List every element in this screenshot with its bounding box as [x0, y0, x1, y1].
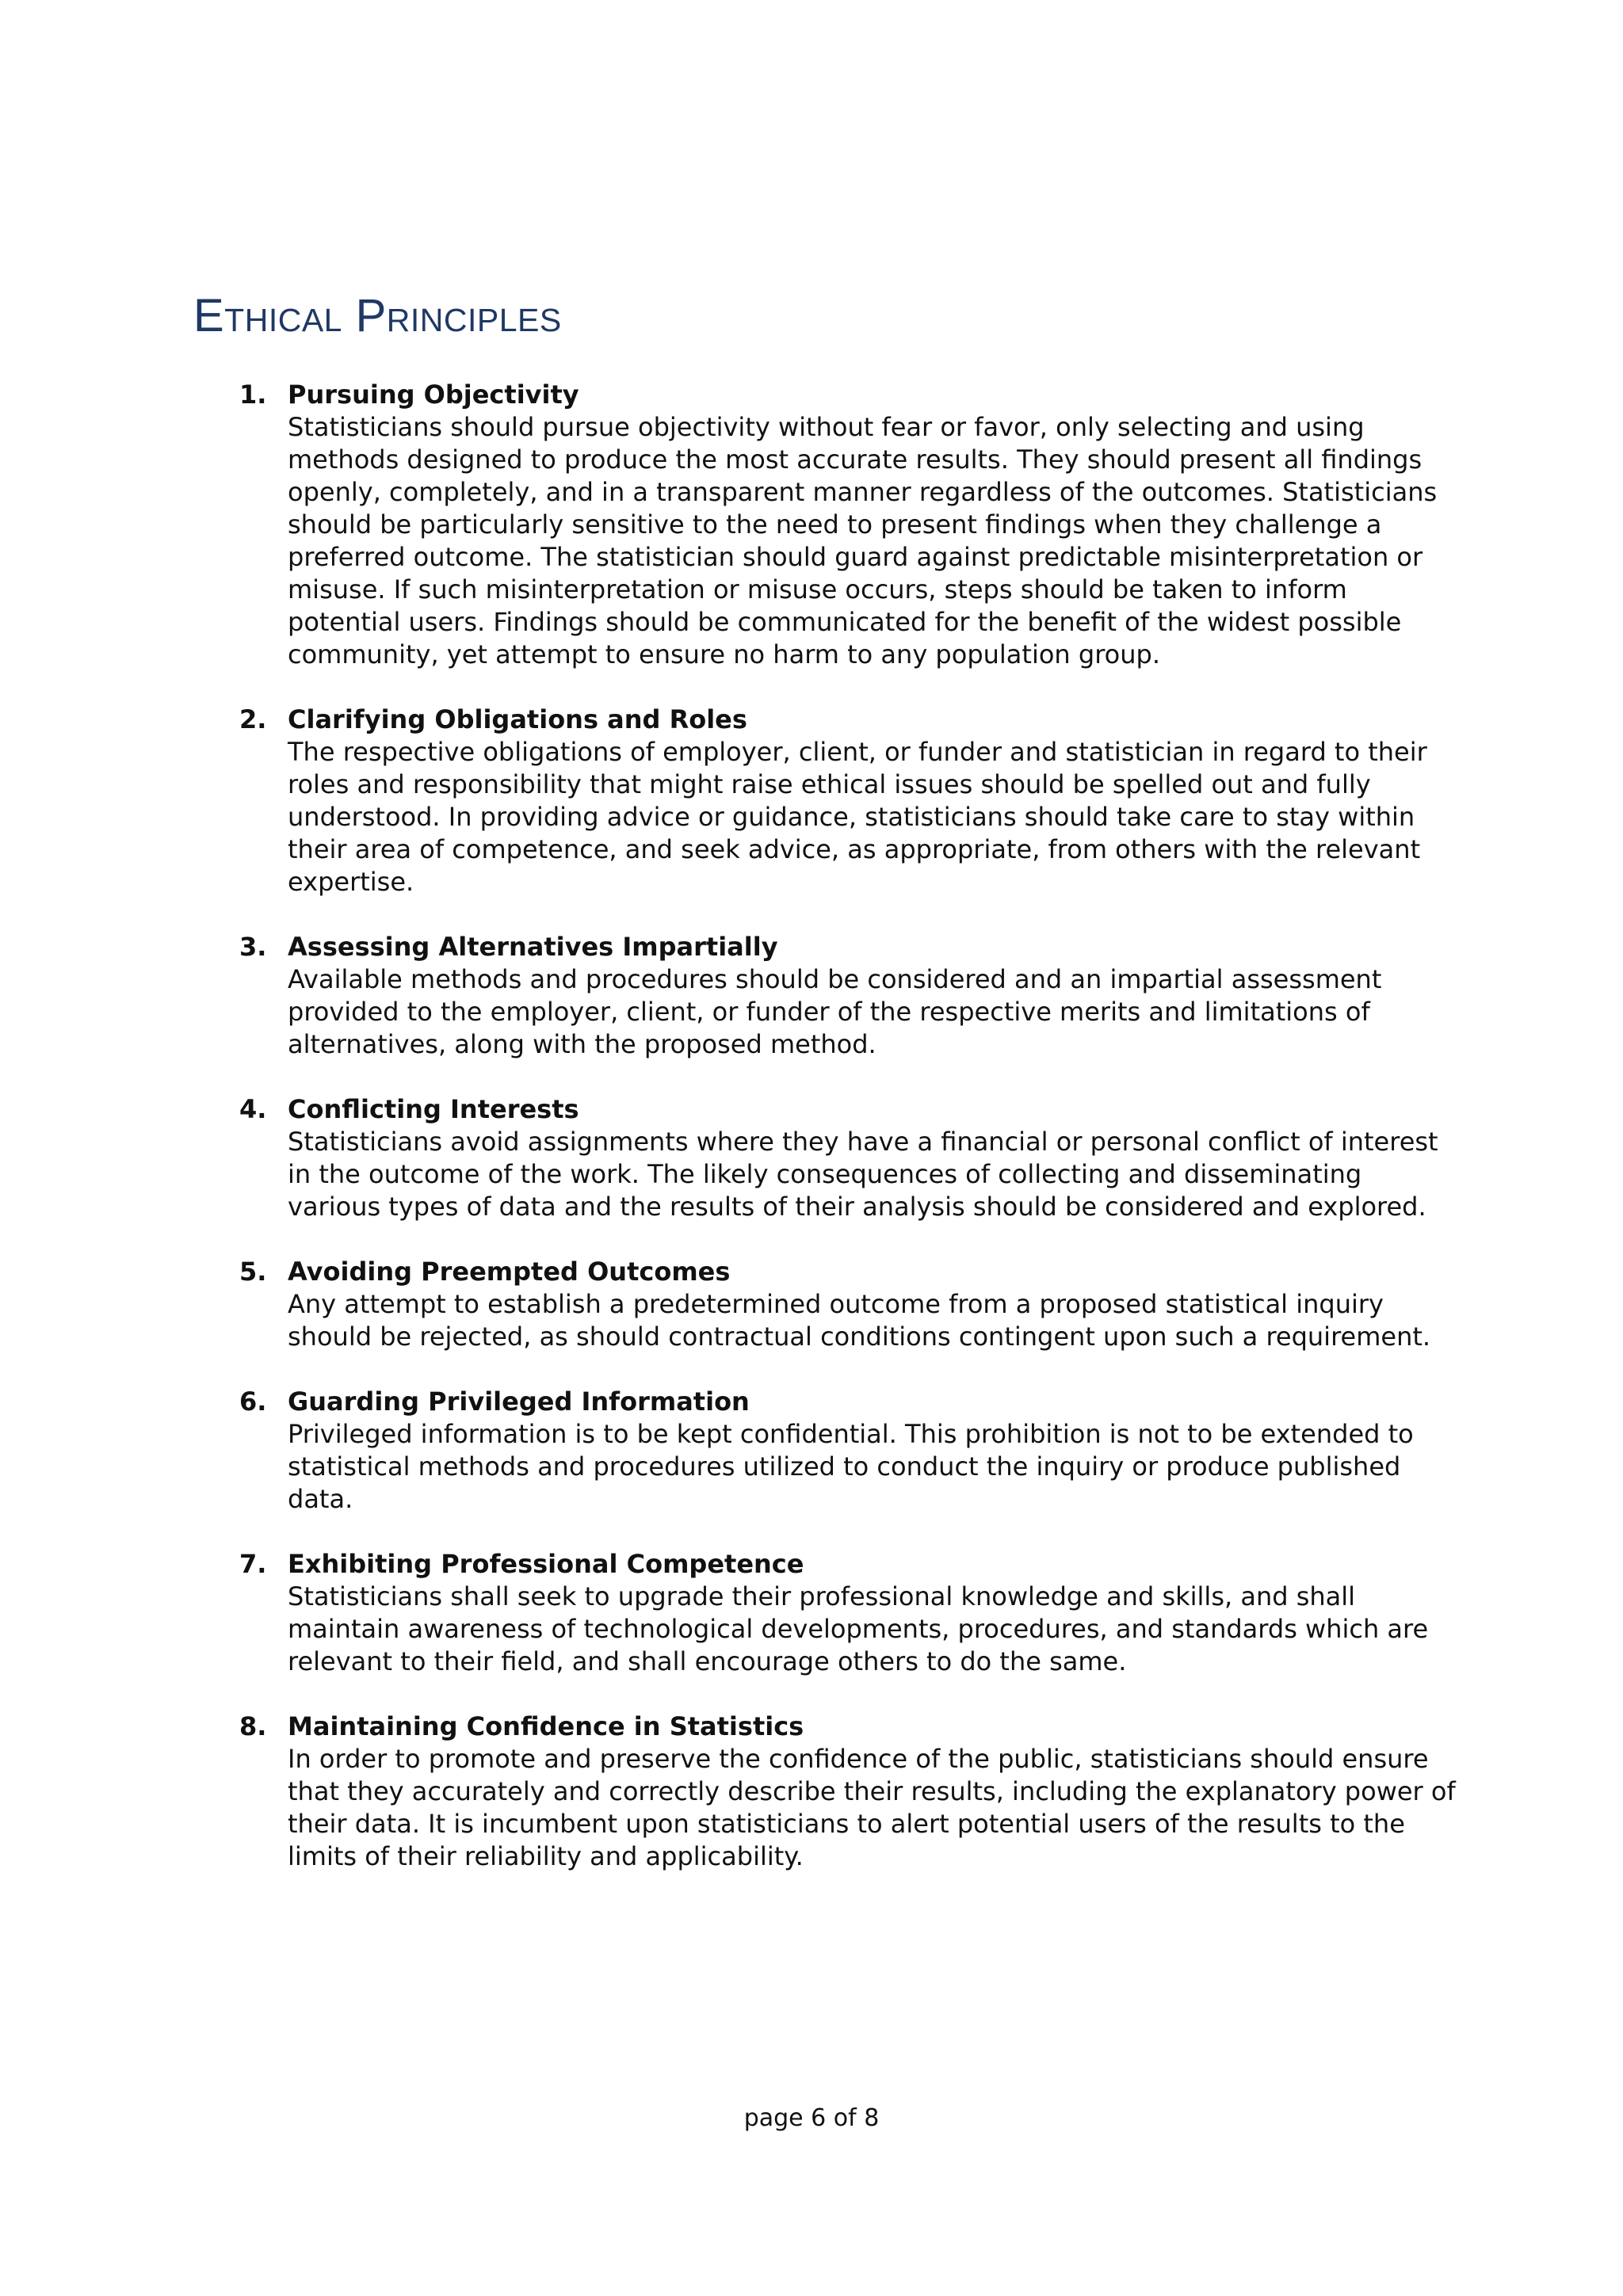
principle-item — [0, 1256, 1461, 1353]
principle-number: 6. — [239, 1386, 267, 1417]
page-number-footer: page 6 of 8 — [743, 2104, 880, 2132]
principle-item — [0, 379, 1461, 671]
principle-body: Any attempt to establish a predetermined outcome from a proposed statistical inquiry should be rejected, as should contractual conditions contingent upon such a requirement. — [288, 1289, 1431, 1352]
principle-item — [0, 704, 1461, 898]
principle-number: 7. — [239, 1549, 267, 1579]
principle-item — [0, 1386, 1461, 1516]
principle-body: Available methods and procedures should be considered and an impartial assessment provided to the employer, client, or funder of the respective merits and limitations of alternatives, along with the proposed method. — [288, 964, 1382, 1059]
section-heading: Ethical Principles — [193, 290, 562, 341]
principle-body: Statisticians should pursue objectivity without fear or favor, only selecting and using methods designed to produce the most accurate results. They should present all findings openly, completely, and in a transparent manner regardless of the outcomes. Statisticians should be particularly sensitive to the need to present findings when they challenge a preferred outcome. The statistician should guard against predictable misinterpretation or misuse. If such misinterpretation or misuse occurs, steps should be taken to inform potential users. Findings should be communicated for the benefit of the widest possible community, yet attempt to ensure no harm to any population group. — [288, 412, 1438, 669]
principle-body: The respective obligations of employer, client, or funder and statistician in regard to their roles and responsibility that might raise ethical issues should be spelled out and fully understood. In providing advice or guidance, statisticians should take care to stay within their area of competence, and seek advice, as appropriate, from others with the relevant expertise. — [288, 737, 1427, 897]
principle-number: 8. — [239, 1711, 267, 1741]
principle-title: Pursuing Objectivity — [288, 379, 579, 410]
principle-number: 5. — [239, 1257, 267, 1287]
principle-title: Exhibiting Professional Competence — [288, 1549, 804, 1579]
principle-item — [0, 1711, 1461, 1873]
principle-number: 4. — [239, 1094, 267, 1124]
principles-list — [0, 379, 1623, 1873]
principle-item — [0, 931, 1461, 1061]
principle-title: Clarifying Obligations and Roles — [288, 704, 747, 734]
principle-title: Conflicting Interests — [288, 1094, 579, 1124]
principle-title: Assessing Alternatives Impartially — [288, 932, 778, 962]
principle-body: In order to promote and preserve the confidence of the public, statisticians should ensure that they accurately and correctly describe their results, including the explanatory power of their data. It is incumbent upon statisticians to alert potential users of the results to the limits of their reliability and applicability. — [288, 1744, 1456, 1871]
principle-number: 1. — [239, 379, 267, 410]
principle-number: 2. — [239, 704, 267, 734]
principle-title: Guarding Privileged Information — [288, 1386, 750, 1417]
principle-body: Privileged information is to be kept confidential. This prohibition is not to be extended to statistical methods and procedures utilized to conduct the inquiry or produce published data. — [288, 1419, 1414, 1514]
principle-title: Maintaining Confidence in Statistics — [288, 1711, 804, 1741]
principle-title: Avoiding Preempted Outcomes — [288, 1257, 731, 1287]
principle-body: Statisticians avoid assignments where they have a financial or personal conflict of interest in the outcome of the work. The likely consequences of collecting and disseminating various types of data and the results of their analysis should be considered and explored. — [288, 1127, 1438, 1222]
principle-item — [0, 1093, 1461, 1223]
principle-number: 3. — [239, 932, 267, 962]
principle-body: Statisticians shall seek to upgrade their professional knowledge and skills, and shall maintain awareness of technological developments, procedures, and standards which are relevant to their field, and shall encourage others to do the same. — [288, 1581, 1429, 1676]
principle-item — [0, 1548, 1461, 1678]
